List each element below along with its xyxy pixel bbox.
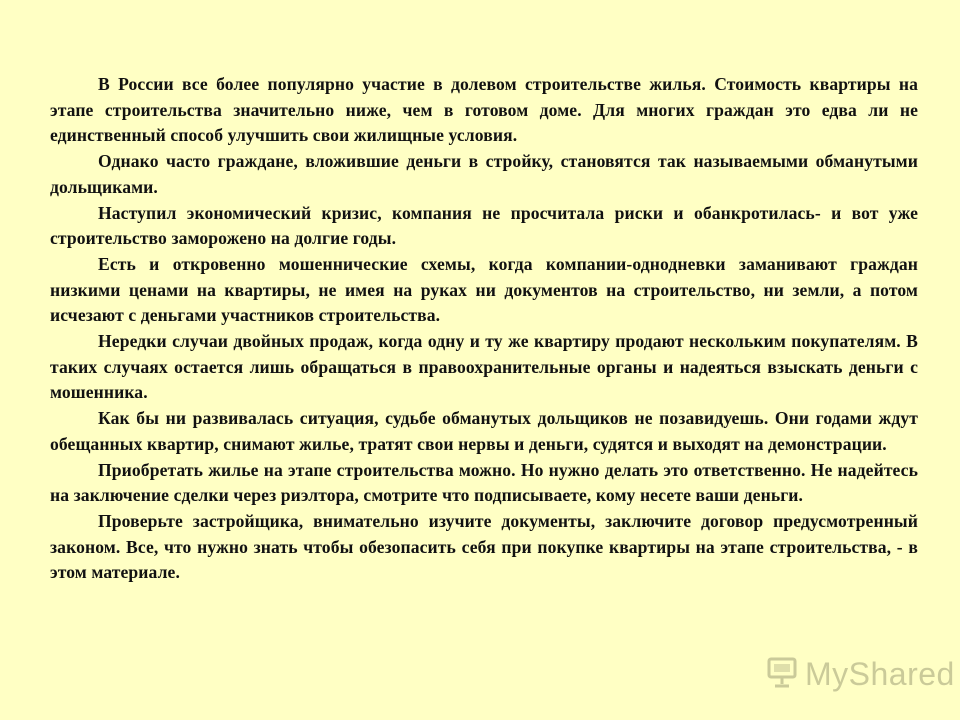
paragraph-6: Как бы ни развивалась ситуация, судьбе обманутых дольщиков не позавидуешь. Они годами ждут обещанных квартир, снимают жилье, тратят свои нервы и деньги, судятся и выходят на демонстрации. [50,408,918,454]
text-block [50,72,918,586]
paragraph-3: Наступил экономический кризис, компания не просчитала риски и обанкротилась- и вот уже строительство заморожено на долгие годы. [50,202,918,249]
presentation-board-icon [765,655,799,694]
paragraph-2: Однако часто граждане, вложившие деньги в стройку, становятся так называемыми обманутыми дольщиками. [50,151,918,197]
paragraph-4: Есть и откровенно мошеннические схемы, когда компании-однодневки заманивают граждан низкими ценами на квартиры, не имея на руках ни документов на строительство, ни земли, а потом исчезают с деньгами участников строительства. [50,253,918,326]
watermark-text: MyShared [805,656,955,692]
paragraph-5: Нередки случаи двойных продаж, когда одну и ту же квартиру продают нескольким покупателям. В таких случаях остается лишь обращаться в правоохранительные органы и надеяться взыскать деньги с мошенника. [50,331,918,403]
paragraph-7: Приобретать жилье на этапе строительства можно. Но нужно делать это ответственно. Не надейтесь на заключение сделки через риэлтора, смотрите что подписываете, кому несете ваши деньги. [50,459,918,506]
paragraph-1: В России все более популярно участие в долевом строительстве жилья. Стоимость квартиры на этапе строительства значительно ниже, чем в готовом доме. Для многих граждан это едва ли не единственный способ улучшить свои жилищные условия. [50,74,918,146]
paragraph-8: Проверьте застройщика, внимательно изучите документы, заключите договор предусмотренный законом. Все, что нужно знать чтобы обезопасить себя при покупке квартиры на этапе строительства, - в этом материале. [50,510,918,583]
myshared-watermark [765,655,955,694]
